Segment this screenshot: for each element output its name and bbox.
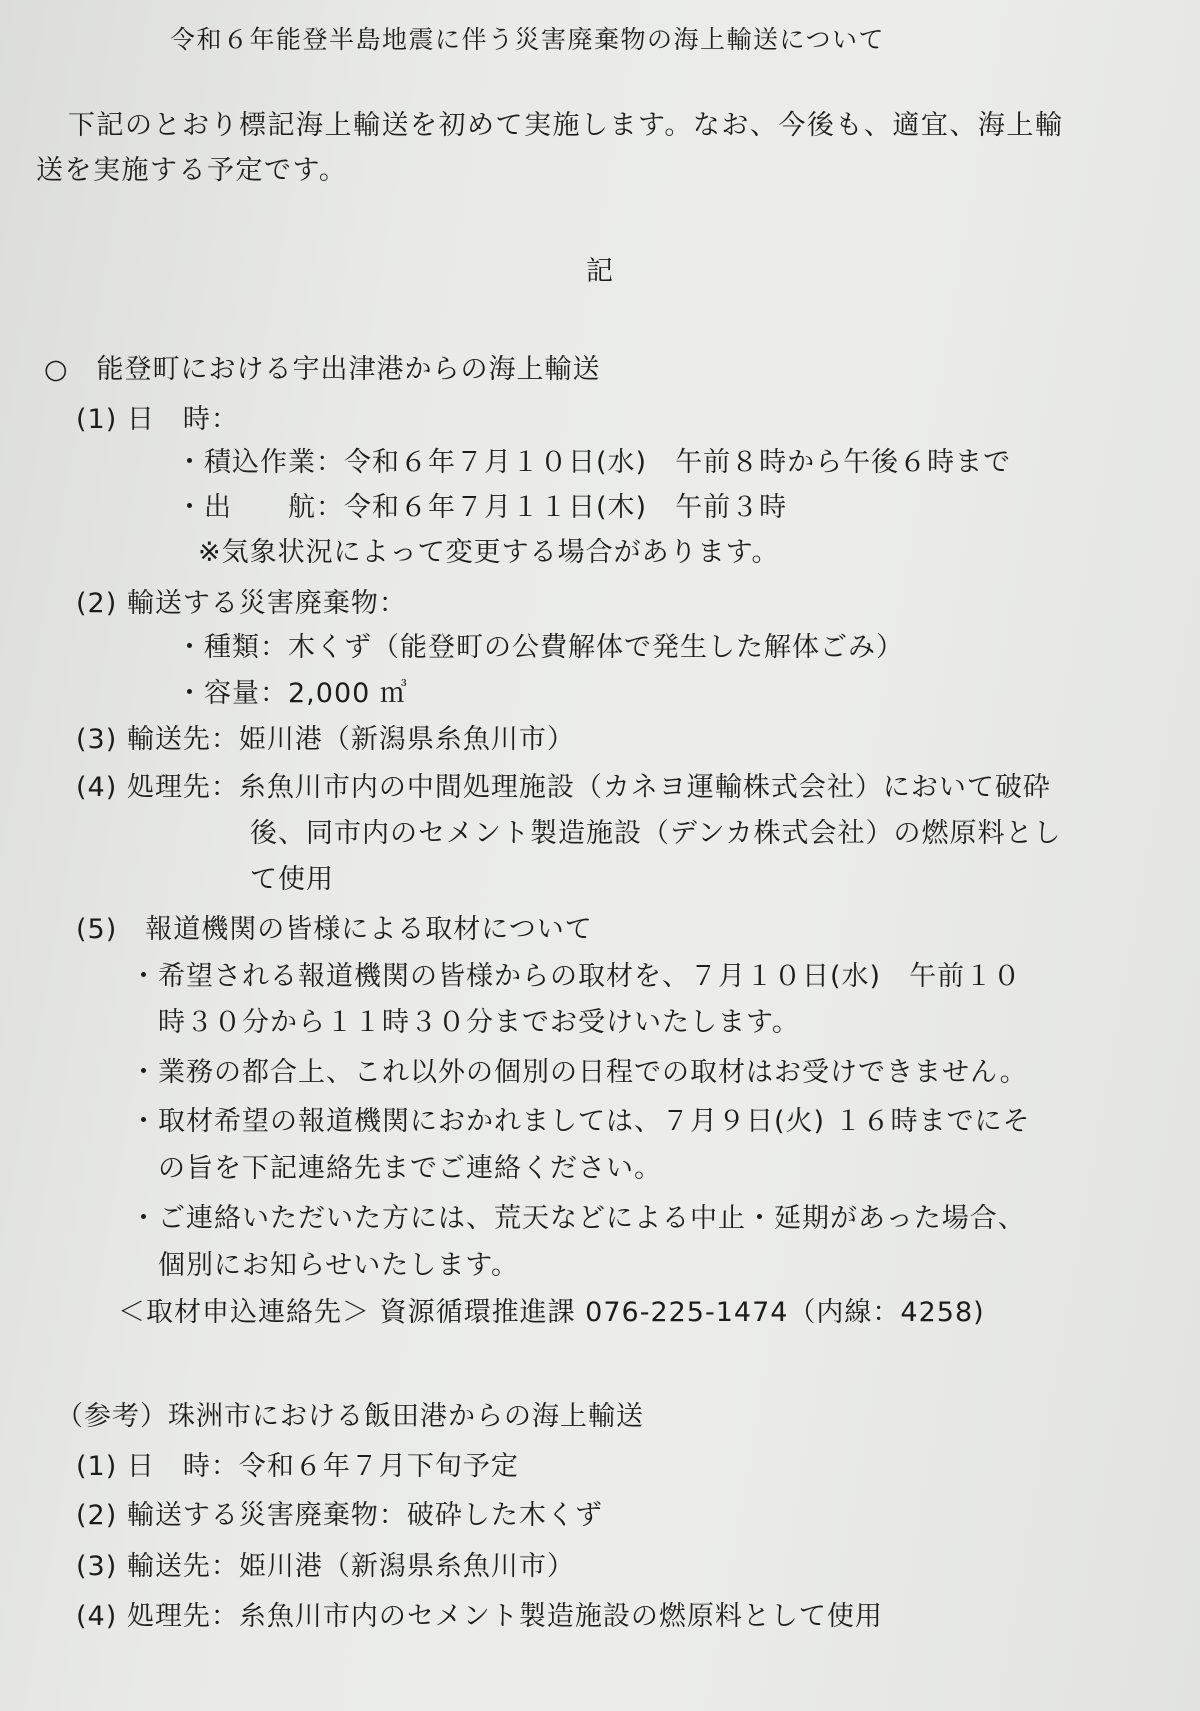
item5-bullet4-line1: ・ご連絡いただいた方には、荒天などによる中止・延期があった場合、	[130, 1203, 1026, 1234]
item3-destination: (3) 輸送先：姫川港（新潟県糸魚川市）	[76, 724, 575, 755]
item2-volume: ・容量：2,000 ㎥	[176, 678, 408, 709]
item5-bullet4-line2: 個別にお知らせいたします。	[158, 1250, 520, 1281]
reference-item3: (3) 輸送先：姫川港（新潟県糸魚川市）	[76, 1551, 575, 1582]
reference-item1: (1) 日 時：令和６年７月下旬予定	[76, 1451, 519, 1482]
item2-kind: ・種類：木くず（能登町の公費解体で発生した解体ごみ）	[176, 632, 904, 663]
reference-item2: (2) 輸送する災害廃棄物：破砕した木くず	[76, 1500, 603, 1531]
intro-line-1: 下記のとおり標記海上輸送を初めて実施します。なお、今後も、適宜、海上輸	[68, 110, 1064, 141]
item1-loading: ・積込作業：令和６年７月１０日(水) 午前８時から午後６時まで	[176, 447, 1012, 478]
item5-bullet1-line1: ・希望される報道機関の皆様からの取材を、７月１０日(水) 午前１０	[130, 961, 1022, 992]
item4-line-2: 後、同市内のセメント製造施設（デンカ株式会社）の燃原料とし	[250, 818, 1062, 849]
item2-label: (2) 輸送する災害廃棄物：	[76, 588, 407, 619]
main-heading: ○ 能登町における宇出津港からの海上輸送	[44, 354, 601, 385]
item1-note: ※気象状況によって変更する場合があります。	[198, 537, 780, 568]
item5-bullet1-line2: 時３０分から１１時３０分までお受けいたします。	[158, 1007, 800, 1038]
item5-bullet3-line2: の旨を下記連絡先までご連絡ください。	[158, 1153, 662, 1184]
item5-bullet3-line1: ・取材希望の報道機関におかれましては、７月９日(火) １６時までにそ	[130, 1106, 1031, 1137]
reference-heading: （参考）珠洲市における飯田港からの海上輸送	[56, 1401, 644, 1432]
contact-info: ＜取材申込連絡先＞ 資源循環推進課 076-225-1474（内線：4258)	[118, 1297, 985, 1328]
item5-bullet2: ・業務の都合上、これ以外の個別の日程での取材はお受けできません。	[130, 1057, 1028, 1088]
reference-item4: (4) 処理先：糸魚川市内のセメント製造施設の燃原料として使用	[76, 1601, 883, 1632]
document-title: 令和６年能登半島地震に伴う災害廃棄物の海上輸送について	[170, 25, 886, 54]
item4-line-1: (4) 処理先：糸魚川市内の中間処理施設（カネヨ運輸株式会社）において破砕	[76, 772, 1051, 803]
item1-departure: ・出 航：令和６年７月１１日(木) 午前３時	[176, 492, 788, 523]
item1-label: (1) 日 時：	[76, 404, 239, 435]
ki-heading: 記	[586, 256, 614, 287]
intro-line-2: 送を実施する予定です。	[36, 155, 348, 186]
item5-label: (5) 報道機関の皆様による取材について	[76, 914, 593, 945]
item4-line-3: て使用	[250, 864, 334, 895]
